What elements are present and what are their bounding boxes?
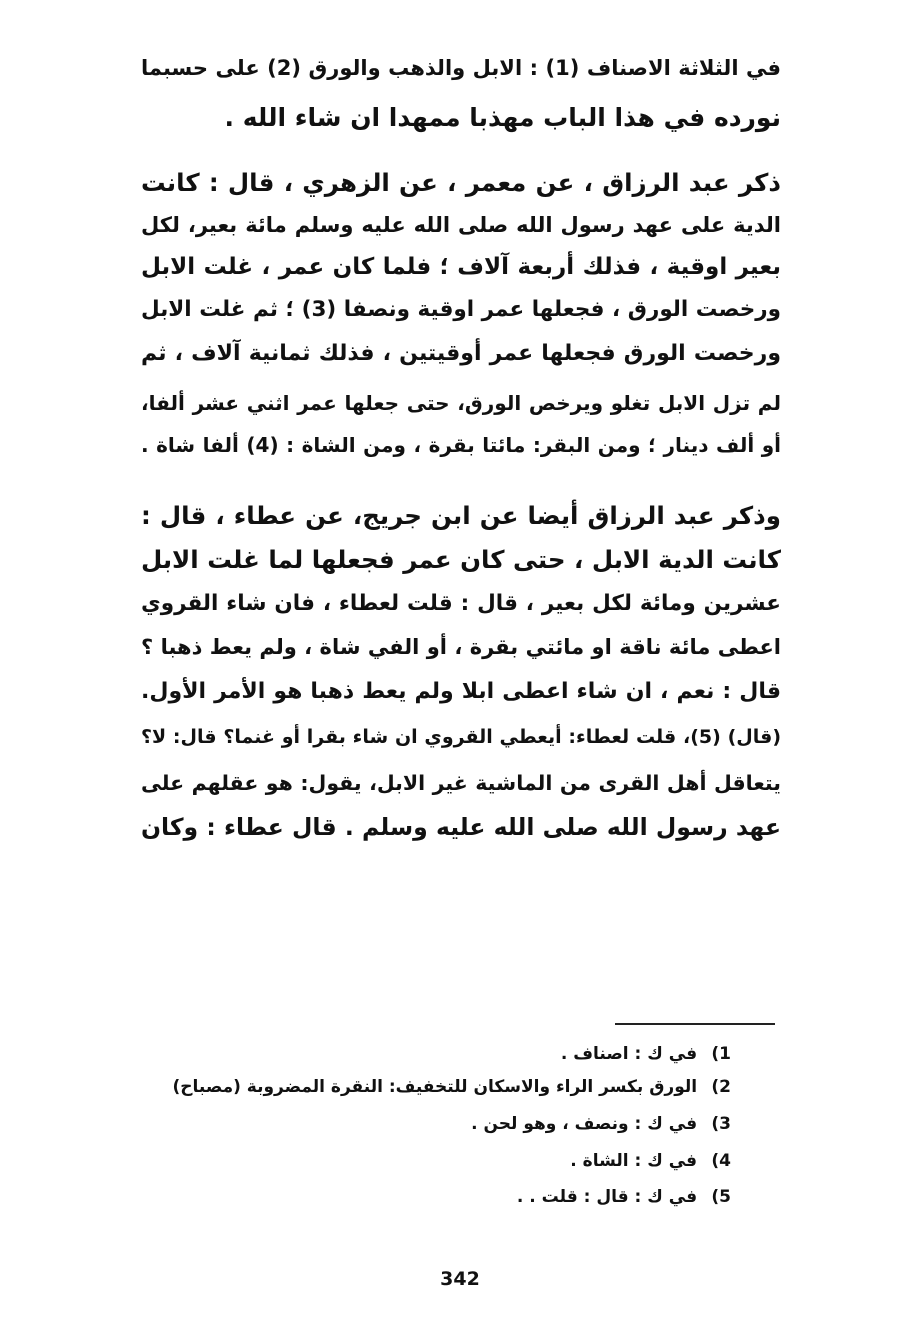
page-number: 342 [440, 1268, 480, 1290]
footnote [131, 1184, 731, 1212]
text-line: لم تزل الابل تغلو ويرخص الورق، حتى جعلها عمر اثني عشر ألفا، [141, 391, 781, 415]
text-line: يتعاقل أهل القرى من الماشية غير الابل، يقول: هو عقلهم على [141, 771, 781, 795]
footnote-text: الورق بكسر الراء والاسكان للتخفيف: النقرة المضروبة (مصباح) [172, 1077, 698, 1097]
footnote [131, 1074, 731, 1102]
footnote-text: في ك : ونصف ، وهو لحن . [471, 1114, 698, 1134]
text-line: الدية على عهد رسول الله صلى الله عليه وسلم مائة بعير، لكل [141, 213, 781, 237]
text-line: (قال) (5)، قلت لعطاء: أيعطي القروي ان شاء بقرا أو غنما؟ قال: لا؟ [141, 726, 781, 748]
footnote-number: 3) [711, 1114, 731, 1134]
text-line: نورده في هذا الباب مهذبا ممهدا ان شاء الله . [224, 103, 781, 132]
text-line: اعطى مائة ناقة او مائتي بقرة ، أو الفي شاة ، ولم يعط ذهبا ؟ [141, 635, 781, 659]
footnote-number: 4) [711, 1151, 731, 1171]
footnote-number: 1) [711, 1044, 731, 1064]
text-line: قال : نعم ، ان شاء اعطى ابلا ولم يعط ذهبا هو الأمر الأول. [141, 679, 781, 704]
text-line: بعير اوقية ، فذلك أربعة آلاف ؛ فلما كان عمر ، غلت الابل [141, 254, 781, 280]
text-line: ورخصت الورق ، فجعلها عمر اوقية ونصفا (3) ؛ ثم غلت الابل [141, 297, 781, 322]
footnote-number: 5) [711, 1187, 731, 1207]
text-line: في الثلاثة الاصناف (1) : الابل والذهب والورق (2) على حسبما [141, 56, 781, 80]
text-line: ذكر عبد الرزاق ، عن معمر ، عن الزهري ، قال : كانت [141, 168, 781, 197]
text-line: أو ألف دينار ؛ ومن البقر: مائتا بقرة ، ومن الشاة : (4) ألفا شاة . [141, 433, 781, 457]
footnote-text: في ك : اصناف . [560, 1044, 698, 1064]
text-line: كانت الدية الابل ، حتى كان عمر فجعلها لما غلت الابل [141, 545, 781, 574]
footnote [131, 1111, 731, 1139]
text-line: ورخصت الورق فجعلها عمر أوقيتين ، فذلك ثمانية آلاف ، ثم [141, 341, 781, 366]
text-line: عهد رسول الله صلى الله عليه وسلم . قال عطاء : وكان [141, 813, 781, 841]
footnote-text: في ك : الشاة . [570, 1151, 698, 1171]
footnote-divider [615, 1023, 775, 1025]
footnote-text: في ك : قال : قلت . . [516, 1187, 698, 1207]
footnote [131, 1041, 731, 1069]
text-line: عشرين ومائة لكل بعير ، قال : قلت لعطاء ، فان شاء القروي [141, 591, 781, 616]
footnote [131, 1148, 731, 1176]
footnote-number: 2) [711, 1077, 731, 1097]
text-line: وذكر عبد الرزاق أيضا عن ابن جريج، عن عطاء ، قال : [141, 501, 781, 530]
